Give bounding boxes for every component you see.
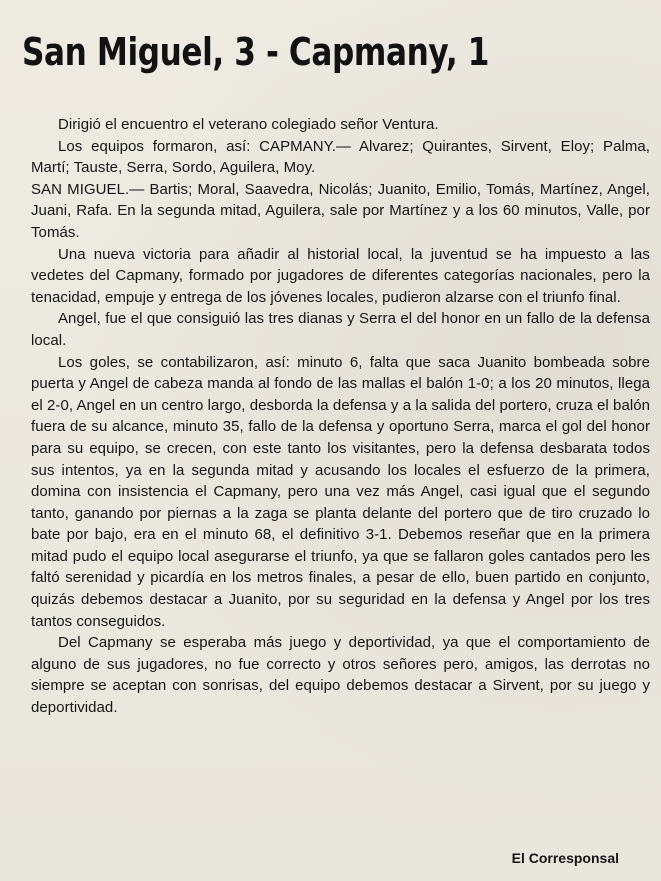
paragraph-san-miguel-lineup: SAN MIGUEL.— Bartis; Moral, Saavedra, Nicolás; Juanito, Emilio, Tomás, Martínez, Angel, Juani, Rafa. En la segunda mitad, Aguilera, sale por Martínez y a los 60 minutos, Valle, por Tomás.: [31, 180, 650, 241]
article-body: [31, 114, 650, 719]
paragraph-referee: Dirigió el encuentro el veterano colegiado señor Ventura.: [58, 116, 439, 133]
paragraph-capmany-behaviour: Del Capmany se esperaba más juego y deportividad, ya que el comportamiento de alguno de sus jugadores, no fue correcto y otros señores pero, amigos, las derrotas no siempre se aceptan con sonrisas, del equipo debemos destacar a Sirvent, por su juego y deportividad.: [31, 634, 650, 717]
paragraph-goals: Los goles, se contabilizaron, así: minuto 6, falta que saca Juanito bombeada sobre puerta y Angel de cabeza manda al fondo de las mallas el balón 1-0; a los 20 minutos, llega el 2-0, Angel en un centro largo, desborda la defensa y a la salida del portero, cruza el balón fuera de su alcance, minuto 35, fallo de la defensa y oportuno Serra, marca el gol del honor para su equipo, se crecen, con este tanto los visitantes, pero la defensa desbarata todos sus intentos, ya en la segunda mitad y acusando los locales el esfuerzo de la primera, domina con insistencia el Capmany, pero una vez más Angel, casi igual que el segundo tanto, ganando por piernas a la zaga se planta delante del portero que de tiro cruzado lo bate por bajo, era en el minuto 68, el definitivo 3-1. Debemos reseñar que en la primera mitad pudo el equipo local asegurarse el triunfo, ya que se fallaron goles cantados pero les faltó serenidad y picardía en los metros finales, a pesar de ello, buen partido en conjunto, quizás debemos destacar a Juanito, por su seguridad en la defensa y Angel por los tres tantos conseguidos.: [31, 353, 650, 630]
headline: San Miguel, 3 - Capmany, 1: [22, 30, 489, 74]
byline-signature: El Corresponsal: [511, 850, 619, 866]
paragraph-victory: Una nueva victoria para añadir al historial local, la juventud se ha impuesto a las vedetes del Capmany, formado por jugadores de diferentes categorías nacionales, pero la tenacidad, empuje y entrega de los jóvenes locales, pudieron alzarse con el triunfo final.: [31, 245, 650, 306]
paragraph-scorers: Angel, fue el que consiguió las tres dianas y Serra el del honor en un fallo de la defensa local.: [31, 310, 650, 349]
paragraph-capmany-lineup: Los equipos formaron, así: CAPMANY.— Alvarez; Quirantes, Sirvent, Eloy; Palma, Martí; Tauste, Serra, Sordo, Aguilera, Moy.: [31, 137, 650, 177]
